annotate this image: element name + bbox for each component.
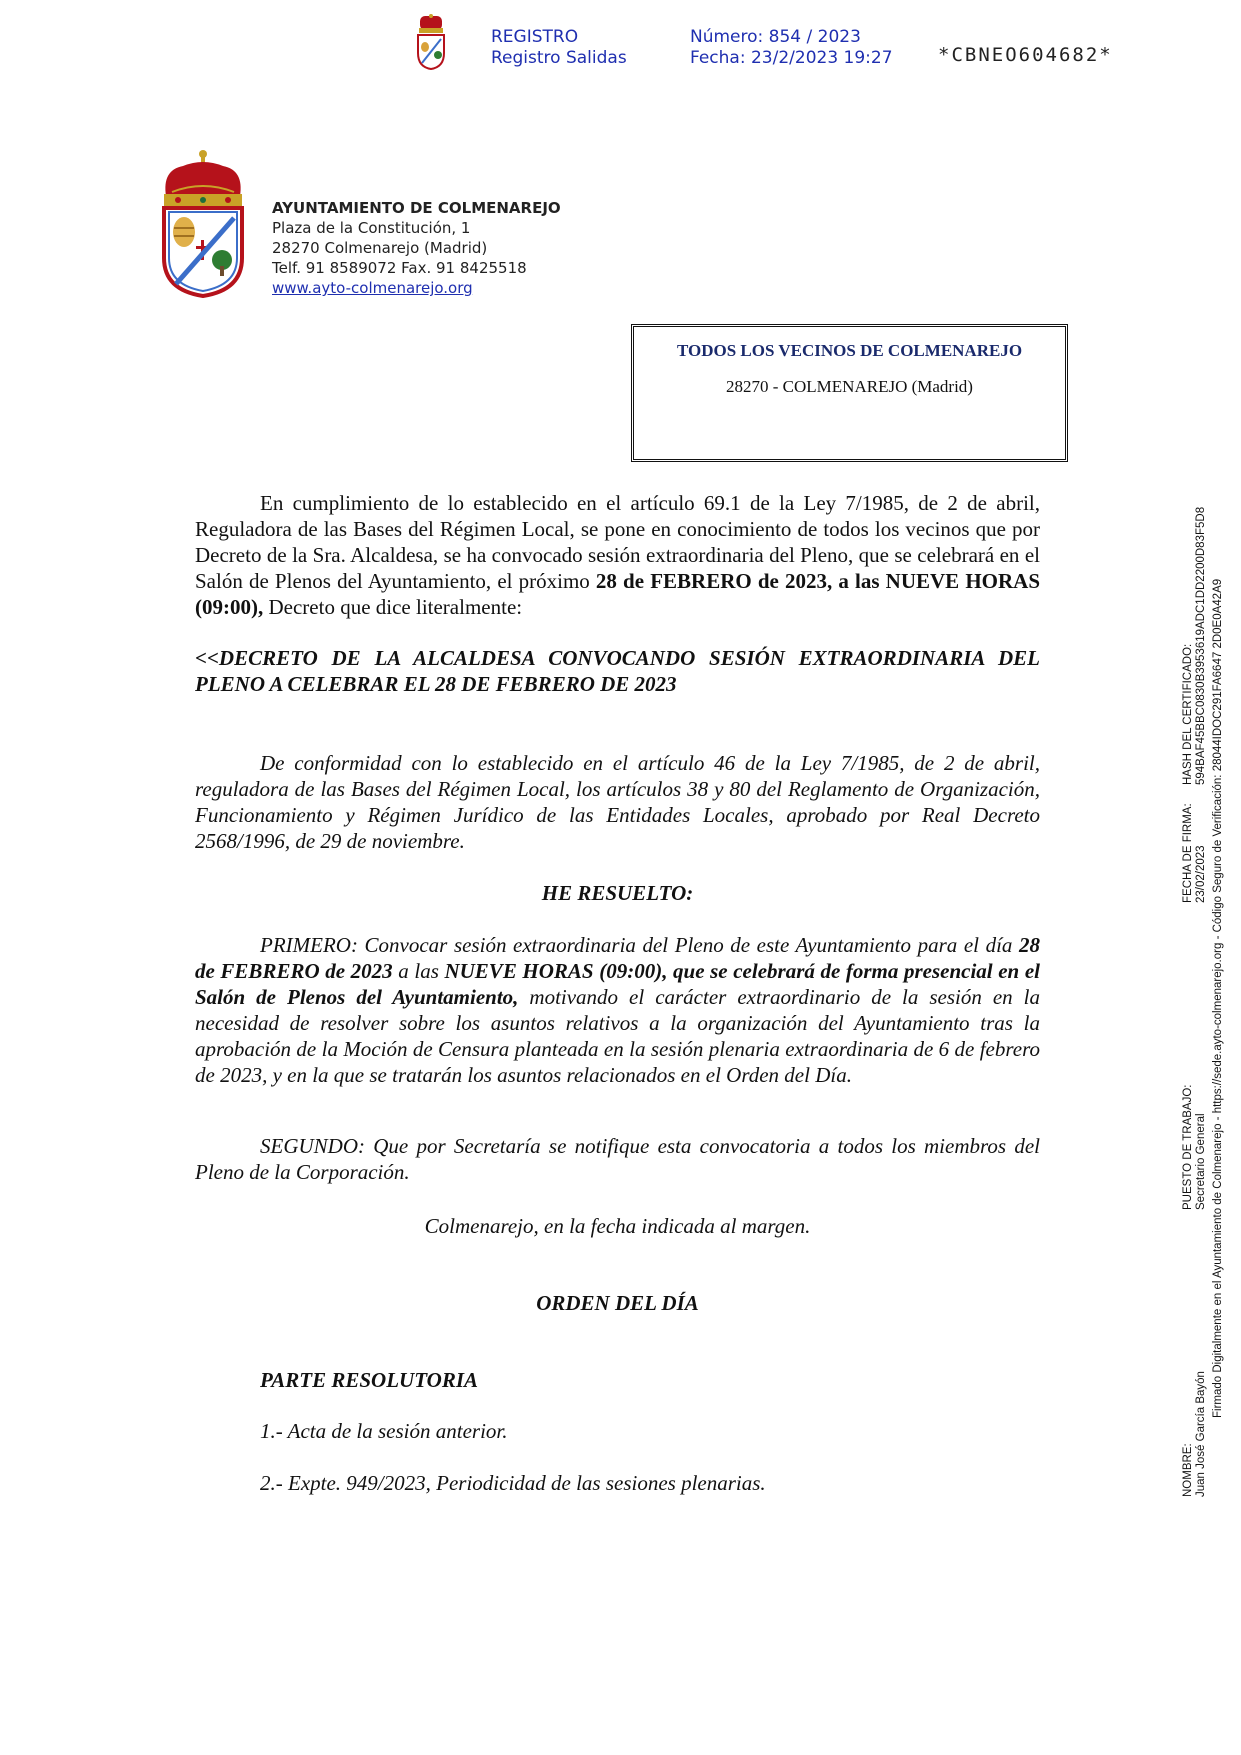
municipal-crest-icon <box>158 148 248 298</box>
municipality-website-link[interactable]: www.ayto-colmenarejo.org <box>272 279 473 297</box>
sign-date: 23/02/2023 <box>1195 845 1207 903</box>
recipient-box <box>631 324 1068 462</box>
agenda-item: 1.- Acta de la sesión anterior. <box>260 1419 508 1443</box>
certificate-hash-label: HASH DEL CERTIFICADO: <box>1182 643 1194 785</box>
municipality-phone: Telf. 91 8589072 Fax. 91 8425518 <box>272 259 527 277</box>
agenda-section: PARTE RESOLUTORIA <box>260 1368 479 1392</box>
recipient-name: TODOS LOS VECINOS DE COLMENAREJO <box>676 341 1023 360</box>
signer-post: Secretario General <box>1195 1113 1207 1210</box>
small-crest-icon <box>414 13 448 71</box>
signer-name-label: NOMBRE: <box>1182 1443 1194 1497</box>
signer-post-label: PUESTO DE TRABAJO: <box>1182 1084 1194 1210</box>
intro-paragraph: En cumplimiento de lo establecido en el artículo 69.1 de la Ley 7/1985, de 2 de abril, Reguladora de las Bases del Régimen Local, se pone en conocimiento de todos los vecinos que por Decreto de la Sra. Alcaldesa, se ha convocado sesión extraordinaria del Pleno, que se celebrará en el Salón de Plenos del Ayuntamiento, el próximo 28 de FEBRERO de 2023, a las NUEVE HORAS (09:00), Decreto que dice literalmente: <box>195 491 1041 619</box>
recipient-address: 28270 - COLMENAREJO (Madrid) <box>726 377 973 396</box>
verification-footer: Firmado Digitalmente en el Ayuntamiento de Colmenarejo - https://sede.ayto-colmenarejo.org - Código Seguro de Verificación: 28044IDOC291FA6647 2D0E0A42A9 <box>1212 578 1224 1418</box>
registry-type: Registro Salidas <box>491 48 627 68</box>
registry-date: Fecha: 23/2/2023 19:27 <box>690 48 893 68</box>
conformity-paragraph: De conformidad con lo establecido en el artículo 46 de la Ley 7/1985, de 2 de abril, reguladora de las Bases del Régimen Local, los artículos 38 y 80 del Reglamento de Organización, Funcionamiento y Régimen Jurídico de las Entidades Locales, aprobado por Real Decreto 2568/1996, de 29 de noviembre. <box>195 751 1040 853</box>
agenda-title: ORDEN DEL DÍA <box>536 1291 699 1315</box>
first-resolution: PRIMERO: Convocar sesión extraordinaria del Pleno de este Ayuntamiento para el día 28 de FEBRERO de 2023 a las NUEVE HORAS (09:00), que se celebrará de forma presencial en el Salón de Plenos del Ayuntamiento, motivando el carácter extraordinario de la sesión en la necesidad de resolver sobre los asuntos relativos a la organización del Ayuntamiento tras la aprobación de la Moción de Censura planteada en la sesión plenaria extraordinaria de 6 de febrero de 2023, y en la que se tratarán los asuntos relacionados en el Orden del Día. <box>195 933 1040 1087</box>
second-resolution: SEGUNDO: Que por Secretaría se notifique esta convocatoria a todos los miembros del Pleno de la Corporación. <box>195 1134 1040 1184</box>
place-date: Colmenarejo, en la fecha indicada al margen. <box>424 1214 811 1238</box>
sign-date-label: FECHA DE FIRMA: <box>1182 803 1194 903</box>
signer-name: Juan José García Bayón <box>1195 1371 1207 1497</box>
decree-title: <<DECRETO DE LA ALCALDESA CONVOCANDO SESIÓN EXTRAORDINARIA DEL PLENO A CELEBRAR EL 28 DE FEBRERO DE 2023 <box>195 646 1040 696</box>
agenda-item: 2.- Expte. 949/2023, Periodicidad de las sesiones plenarias. <box>260 1471 766 1495</box>
municipality-name: AYUNTAMIENTO DE COLMENAREJO <box>272 199 561 217</box>
municipality-address: Plaza de la Constitución, 1 <box>272 219 471 237</box>
registry-label: REGISTRO <box>491 27 579 47</box>
resolved-heading: HE RESUELTO: <box>541 881 694 905</box>
registry-number: Número: 854 / 2023 <box>690 27 861 47</box>
municipality-postcode: 28270 Colmenarejo (Madrid) <box>272 239 488 257</box>
certificate-hash: 594BAF45BBC0830B3953619ADC1DD2200D83F5D8 <box>1195 506 1207 785</box>
registry-code: *CBNEO604682* <box>938 44 1113 66</box>
